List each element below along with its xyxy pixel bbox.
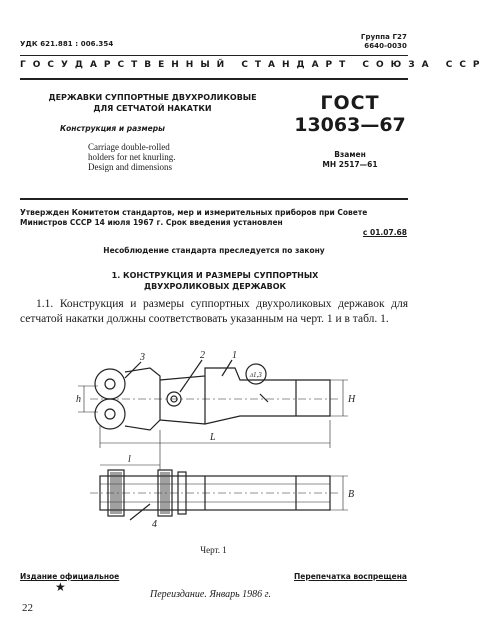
english-title-line-3: Design and dimensions: [88, 162, 172, 172]
effective-date: с 01.07.68: [362, 228, 407, 237]
title-line-1: ДЕРЖАВКИ СУППОРТНЫЕ ДВУХРОЛИКОВЫЕ: [48, 93, 257, 102]
section-heading-line-2: ДВУХРОЛИКОВЫХ ДЕРЖАВОК: [143, 282, 287, 291]
roller-upper: [95, 369, 125, 399]
dim-H: H: [348, 394, 356, 405]
dim-L: L: [210, 432, 216, 443]
reissue-note: Переиздание. Январь 1986 г.: [150, 589, 271, 600]
roller-lower-axle: [105, 409, 115, 419]
official-edition: Издание официальное: [20, 572, 120, 581]
callout-2: 2: [200, 350, 205, 361]
udk-code: УДК 621.881 : 006.354: [20, 40, 114, 48]
roller-lower: [95, 399, 125, 429]
law-notice: Несоблюдение стандарта преследуется по закону: [103, 246, 325, 255]
catalog-code: 6640-0030: [364, 42, 407, 50]
gost-word: ГОСТ: [320, 92, 380, 114]
reprint-ban: Перепечатка воспрещена: [293, 572, 407, 581]
figure-caption: Черт. 1: [200, 545, 227, 555]
dim-l: l: [128, 454, 131, 465]
english-title-line-2: holders for net knurling.: [88, 152, 176, 162]
replaced-value: МН 2517—61: [322, 160, 378, 169]
replaced-label: Взамен: [334, 150, 366, 159]
page-number: 22: [22, 602, 33, 614]
document-subtitle: Конструкция и размеры: [60, 124, 165, 133]
paragraph-text: 1.1. Конструкция и размеры суппортных двухроликовых державок для сетчатой накатки должны соответствовать указанным на черт. 1 и в табл. 1.: [20, 298, 408, 325]
dim-h: h: [76, 394, 81, 405]
dim-B: B: [348, 489, 355, 500]
group-label: Группа Г27: [360, 33, 407, 41]
callout-4: 4: [152, 519, 157, 530]
title-line-2: ДЛЯ СЕТЧАТОЙ НАКАТКИ: [93, 104, 212, 113]
approval-text: Утвержден Комитетом стандартов, мер и измерительных приборов при Совете Министров СССР 14 июля 1967 г. Срок введения установлен: [20, 208, 368, 227]
roughness-label: л1,3: [250, 371, 262, 379]
star-icon: ★: [55, 580, 66, 594]
standard-banner: ГОСУДАРСТВЕННЫЙ СТАНДАРТ СОЮЗА ССР: [20, 60, 487, 70]
callout-3: 3: [140, 352, 145, 363]
holder-shank: [160, 368, 330, 424]
gost-number: 13063—67: [294, 114, 406, 136]
section-heading-line-1: 1. КОНСТРУКЦИЯ И РАЗМЕРЫ СУППОРТНЫХ: [111, 271, 319, 280]
callout-1: 1: [232, 350, 237, 361]
english-title-line-1: Carriage double-rolled: [88, 142, 170, 152]
roller-upper-axle: [105, 379, 115, 389]
